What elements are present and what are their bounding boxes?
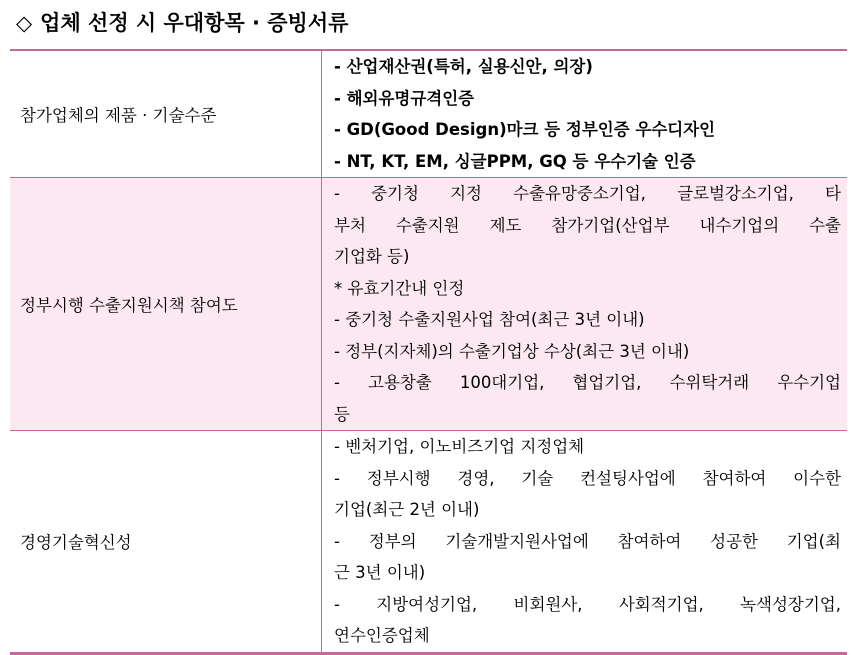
row-content bbox=[322, 178, 847, 430]
content-line: - 해외유명규격인증 bbox=[334, 88, 475, 108]
page-title bbox=[16, 6, 348, 40]
content-line: - GD(Good Design)마크 등 정부인증 우수디자인 bbox=[334, 120, 716, 139]
row-label: 경영기술혁신성 bbox=[10, 431, 322, 652]
title-text: 업체 선정 시 우대항목 · 증빙서류 bbox=[40, 11, 349, 35]
content-line: - NT, KT, EM, 싱글PPM, GQ 등 우수기술 인증 bbox=[334, 151, 696, 171]
content-line: - 지방여성기업, 비회원사, 사회적기업, 녹색성장기업, bbox=[334, 594, 841, 614]
content-line: 기업화 등) bbox=[334, 247, 410, 266]
content-line: 근 3년 이내) bbox=[334, 563, 426, 582]
row-content bbox=[322, 431, 847, 652]
content-line: - 정부시행 경영, 기술 컨설팅사업에 참여하여 이수한 bbox=[334, 468, 841, 488]
content-line: - 정부(지자체)의 수출기업상 수상(최근 3년 이내) bbox=[334, 341, 690, 361]
row-label: 참가업체의 제품 · 기술수준 bbox=[10, 51, 322, 177]
row-label: 정부시행 수출지원시책 참여도 bbox=[10, 178, 322, 430]
content-line: - 고용창출 100대기업, 협업기업, 수위탁거래 우수기업 bbox=[334, 373, 841, 392]
content-line: 부처 수출지원 제도 참가기업(산업부 내수기업의 수출 bbox=[334, 215, 841, 235]
diamond-bullet-icon: ◇ bbox=[16, 11, 33, 35]
table-row bbox=[10, 430, 847, 652]
table-row bbox=[10, 51, 847, 177]
content-line: - 중기청 지정 수출유망중소기업, 글로벌강소기업, 타 bbox=[334, 184, 841, 203]
criteria-table bbox=[10, 49, 847, 655]
content-line: - 중기청 수출지원사업 참여(최근 3년 이내) bbox=[334, 310, 645, 329]
content-line: * 유효기간내 인정 bbox=[334, 278, 465, 298]
content-line: - 벤처기업, 이노비즈기업 지정업체 bbox=[334, 437, 585, 456]
content-line: 기업(최근 2년 이내) bbox=[334, 500, 480, 519]
content-line: - 산업재산권(특허, 실용신안, 의장) bbox=[334, 57, 593, 76]
content-line: 등 bbox=[334, 404, 350, 424]
content-line: - 정부의 기술개발지원사업에 참여하여 성공한 기업(최 bbox=[334, 531, 841, 551]
content-line: 연수인증업체 bbox=[334, 626, 430, 645]
row-content bbox=[322, 51, 847, 177]
table-bottom-rule bbox=[10, 652, 847, 655]
table-row bbox=[10, 177, 847, 430]
